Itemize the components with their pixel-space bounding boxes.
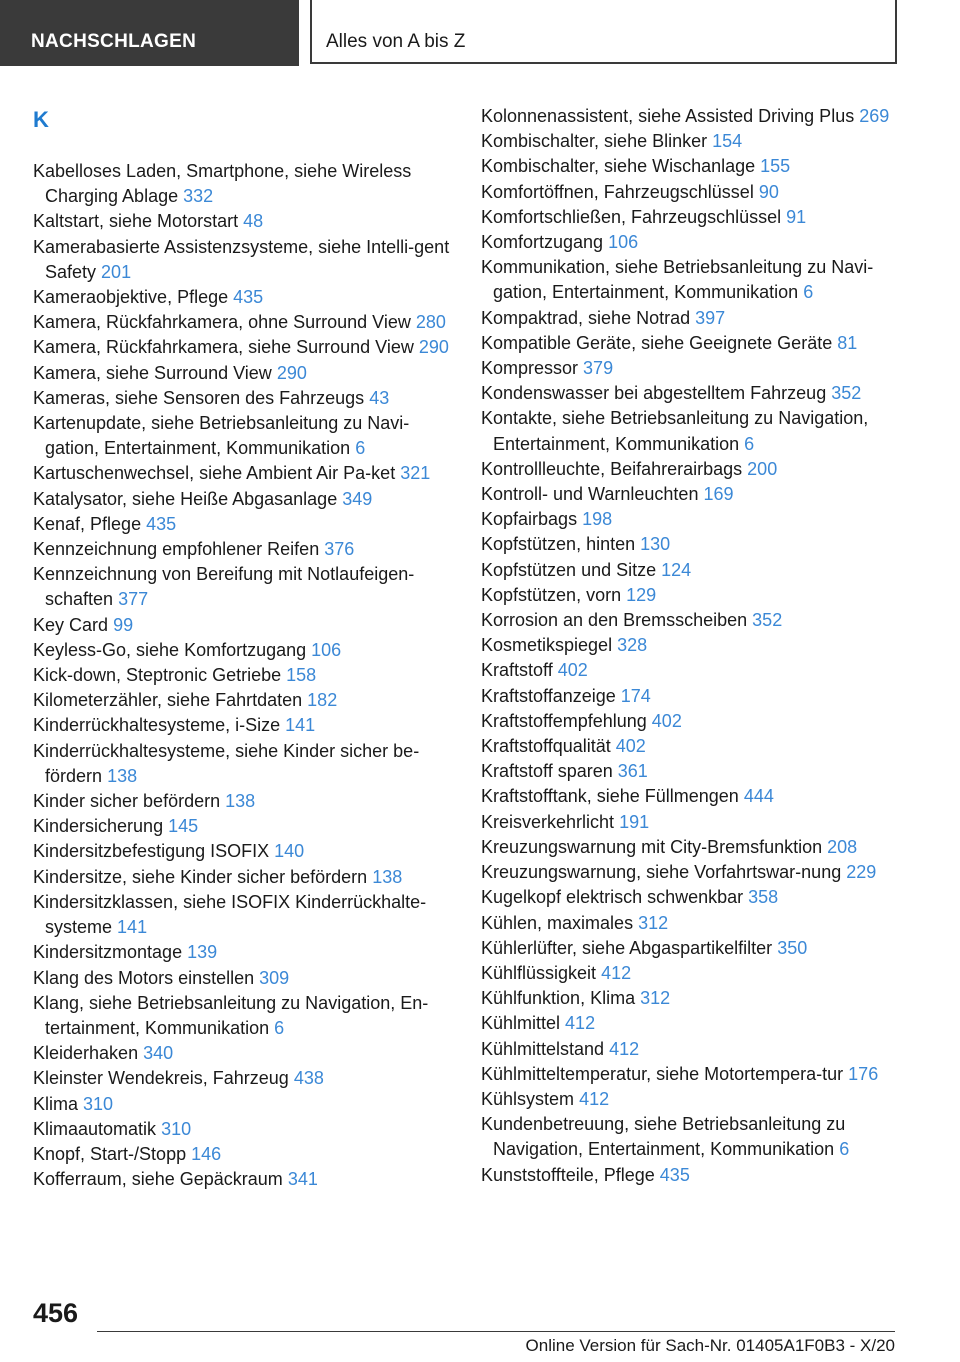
index-entry [481, 104, 911, 129]
index-entry-text: Kühlmittelstand [481, 1038, 605, 1059]
page-reference-link[interactable]: 6 [274, 1017, 285, 1038]
index-entry-text: Korrosion an den Bremsscheiben [481, 610, 748, 631]
index-entry-text: Kühlfunktion, Klima [481, 988, 636, 1009]
index-entry-text: Kompressor [481, 358, 579, 379]
index-entry [33, 209, 463, 234]
index-entry-text: Kommunikation, siehe Betriebsanleitung zu Navi-gation, Entertainment, Kommunikation [481, 257, 874, 303]
index-entry-text: Kinderrückhaltesysteme, i-Size [33, 715, 281, 736]
index-entry-text: Kofferraum, siehe Gepäckraum [33, 1169, 283, 1190]
page-reference-link[interactable]: 6 [839, 1139, 850, 1160]
index-entry-text: Kenaf, Pflege [33, 513, 142, 534]
index-entry [33, 966, 463, 991]
page-reference-link[interactable]: 341 [287, 1169, 318, 1190]
index-entry-text: Kraftstoffempfehlung [481, 710, 647, 731]
index-entry-text: Knopf, Start-/Stopp [33, 1143, 187, 1164]
page-reference-link[interactable]: 402 [557, 660, 588, 681]
page-reference-link[interactable]: 412 [579, 1088, 610, 1109]
index-entry [481, 936, 911, 961]
chapter-title: Alles von A bis Z [310, 0, 897, 64]
page-reference-link[interactable]: 352 [831, 383, 862, 404]
page-reference-link[interactable]: 397 [695, 307, 726, 328]
index-entry-text: Klang des Motors einstellen [33, 967, 255, 988]
page-reference-link[interactable]: 141 [117, 917, 148, 938]
page-reference-link[interactable]: 402 [615, 736, 646, 757]
index-entry [481, 1011, 911, 1036]
index-entry [481, 507, 911, 532]
page-reference-link[interactable]: 229 [846, 862, 877, 883]
index-entry [481, 482, 911, 507]
page-reference-link[interactable]: 350 [777, 937, 808, 958]
page-header [0, 0, 960, 66]
index-entry-text: Kraftstoff [481, 660, 553, 681]
page-reference-link[interactable]: 340 [143, 1043, 174, 1064]
index-entry-text: Kreisverkehrlicht [481, 811, 615, 832]
page-reference-link[interactable]: 310 [161, 1118, 192, 1139]
page-reference-link[interactable]: 309 [259, 967, 290, 988]
index-entry-text: Kamera, Rückfahrkamera, siehe Surround View [33, 337, 414, 358]
index-entry-text: Kilometerzähler, siehe Fahrtdaten [33, 690, 303, 711]
index-entry-text: Kraftstoffanzeige [481, 685, 616, 706]
index-entry-text: Keyless-Go, siehe Komfortzugang [33, 639, 307, 660]
page-reference-link[interactable]: 200 [747, 458, 778, 479]
index-entry [481, 961, 911, 986]
page-reference-link[interactable]: 145 [168, 816, 199, 837]
index-entry-text: Kindersitze, siehe Kinder sicher befördern [33, 866, 368, 887]
index-entry-text: Kühlerlüfter, siehe Abgaspartikelfilter [481, 937, 773, 958]
index-entry [33, 1167, 463, 1192]
index-entry-text: Kühlmittel [481, 1013, 561, 1034]
index-entry [481, 810, 911, 835]
index-entry-text: Kabelloses Laden, Smartphone, siehe Wireless Charging Ablage [33, 161, 412, 207]
index-entry [481, 583, 911, 608]
page-reference-link[interactable]: 91 [786, 206, 807, 227]
index-entry-text: Kaltstart, siehe Motorstart [33, 211, 239, 232]
page-reference-link[interactable]: 140 [274, 841, 305, 862]
index-entry [33, 461, 463, 486]
index-entry-text: Kamera, siehe Surround View [33, 362, 272, 383]
index-entry-text: Kontakte, siehe Betriebsanleitung zu Navigation, Entertainment, Kommunikation [481, 408, 869, 454]
page-reference-link[interactable]: 174 [620, 685, 651, 706]
index-entry-text: Kopfstützen und Sitze [481, 559, 657, 580]
index-entry-text: Kühlen, maximales [481, 912, 634, 933]
index-entry [33, 688, 463, 713]
index-entry-text: Kombischalter, siehe Blinker [481, 131, 708, 152]
section-tab: NACHSCHLAGEN [0, 0, 299, 66]
index-entry [481, 1037, 911, 1062]
page-reference-link[interactable]: 129 [626, 584, 657, 605]
index-entry [481, 911, 911, 936]
page-reference-link[interactable]: 444 [743, 786, 774, 807]
index-entry [33, 814, 463, 839]
page-reference-link[interactable]: 182 [307, 690, 338, 711]
page-reference-link[interactable]: 141 [285, 715, 316, 736]
index-entry-text: Kindersitzbefestigung ISOFIX [33, 841, 270, 862]
index-entry [33, 285, 463, 310]
page-reference-link[interactable]: 290 [276, 362, 307, 383]
index-entry-text: Kundenbetreuung, siehe Betriebsanleitung zu Navigation, Entertainment, Kommunikation [481, 1114, 846, 1160]
index-entry-text: Kraftstoff sparen [481, 761, 613, 782]
page-reference-link[interactable]: 146 [191, 1143, 222, 1164]
index-entry [33, 1142, 463, 1167]
index-entry [33, 487, 463, 512]
index-entry [33, 310, 463, 335]
page-reference-link[interactable]: 138 [107, 765, 138, 786]
index-entry-text: Kondenswasser bei abgestelltem Fahrzeug [481, 383, 827, 404]
page-reference-link[interactable]: 402 [651, 710, 682, 731]
page-reference-link[interactable]: 43 [369, 387, 390, 408]
index-entry-text: Kinder sicher befördern [33, 791, 221, 812]
index-entry [481, 1062, 911, 1087]
index-entry [481, 306, 911, 331]
index-entry [33, 335, 463, 360]
index-entry [481, 784, 911, 809]
page-reference-link[interactable]: 290 [418, 337, 449, 358]
page-reference-link[interactable]: 208 [827, 836, 858, 857]
page-reference-link[interactable]: 412 [601, 962, 632, 983]
page-reference-link[interactable]: 130 [640, 534, 671, 555]
index-entry [481, 1163, 911, 1188]
index-entry [33, 713, 463, 738]
page-reference-link[interactable]: 412 [565, 1013, 596, 1034]
index-entry [481, 532, 911, 557]
index-entry-text: Kopfairbags [481, 509, 578, 530]
page-reference-link[interactable]: 269 [859, 106, 890, 126]
index-entry [481, 835, 911, 860]
index-entry-text: Kompaktrad, siehe Notrad [481, 307, 691, 328]
page-reference-link[interactable]: 435 [659, 1164, 690, 1185]
index-entry [481, 255, 911, 305]
page-reference-link[interactable]: 176 [848, 1063, 879, 1084]
page-reference-link[interactable]: 138 [225, 791, 256, 812]
page-reference-link[interactable]: 155 [760, 156, 791, 177]
page-reference-link[interactable]: 191 [619, 811, 650, 832]
page-reference-link[interactable]: 139 [187, 942, 218, 963]
index-letter-heading: K [33, 107, 49, 132]
index-entry [33, 890, 463, 940]
index-entry-text: Kartenupdate, siehe Betriebsanleitung zu Navi-gation, Entertainment, Kommunikation [33, 413, 410, 459]
page-reference-link[interactable]: 379 [583, 358, 614, 379]
index-entry [481, 734, 911, 759]
index-entry [481, 180, 911, 205]
index-entry [33, 411, 463, 461]
page-reference-link[interactable]: 81 [837, 332, 858, 353]
index-entry [481, 205, 911, 230]
index-entry-text: Katalysator, siehe Heiße Abgasanlage [33, 488, 338, 509]
index-entry-text: Klimaautomatik [33, 1118, 157, 1139]
index-entry-text: Kontrollleuchte, Beifahrerairbags [481, 458, 743, 479]
page-reference-link[interactable]: 158 [286, 665, 317, 686]
index-entry-text: Kraftstofftank, siehe Füllmengen [481, 786, 739, 807]
index-entry-text: Kennzeichnung empfohlener Reifen [33, 539, 320, 560]
index-entry-text: Kindersitzklassen, siehe ISOFIX Kinderrückhalte-systeme [33, 891, 427, 938]
page-reference-link[interactable]: 310 [83, 1093, 114, 1114]
page-reference-link[interactable]: 90 [758, 181, 779, 202]
index-entry [33, 613, 463, 638]
page-reference-link[interactable]: 169 [703, 484, 734, 505]
index-entry-text: Kosmetikspiegel [481, 635, 613, 656]
index-entry [481, 406, 911, 456]
page-reference-link[interactable]: 361 [617, 761, 648, 782]
online-version-note: Online Version für Sach-Nr. 01405A1F0B3 - X/20 [525, 1336, 895, 1355]
page-reference-link[interactable]: 198 [582, 509, 613, 530]
page-reference-link[interactable]: 376 [324, 539, 355, 560]
index-entry [481, 709, 911, 734]
index-entry-text: Komfortöffnen, Fahrzeugschlüssel [481, 181, 754, 202]
index-entry [481, 230, 911, 255]
page-reference-link[interactable]: 124 [661, 559, 692, 580]
page-reference-link[interactable]: 349 [342, 488, 373, 509]
index-entry [33, 865, 463, 890]
page-reference-link[interactable]: 358 [748, 887, 779, 908]
page-reference-link[interactable]: 438 [293, 1068, 324, 1089]
index-entry-text: Kompatible Geräte, siehe Geeignete Geräte [481, 332, 833, 353]
page-reference-link[interactable]: 201 [101, 261, 132, 282]
index-entry [33, 562, 463, 612]
page-reference-link[interactable]: 435 [146, 513, 177, 534]
index-entry-text: Kühlmitteltemperatur, siehe Motortempera-tur [481, 1063, 844, 1084]
page-reference-link[interactable]: 321 [400, 463, 431, 484]
index-entry-text: Key Card [33, 614, 109, 635]
page-reference-link[interactable]: 412 [609, 1038, 640, 1059]
index-entry-text: Kamerabasierte Assistenzsysteme, siehe Intelli-gent Safety [33, 236, 450, 282]
page-reference-link[interactable]: 106 [311, 639, 342, 660]
index-entry [481, 154, 911, 179]
index-entry [33, 638, 463, 663]
page-number: 456 [33, 1298, 79, 1328]
index-entry [481, 885, 911, 910]
index-entry [33, 512, 463, 537]
index-entry-text: Kopfstützen, vorn [481, 584, 622, 605]
index-entry [33, 1066, 463, 1091]
index-entry [481, 759, 911, 784]
index-entry-text: Kick-down, Steptronic Getriebe [33, 665, 282, 686]
page-reference-link[interactable]: 48 [243, 211, 264, 232]
index-entry [33, 1041, 463, 1066]
index-entry [481, 381, 911, 406]
index-entry [481, 860, 911, 885]
index-entry [33, 940, 463, 965]
page-reference-link[interactable]: 6 [355, 438, 366, 459]
page-reference-link[interactable]: 435 [233, 287, 264, 308]
index-entry [33, 361, 463, 386]
index-entry [33, 1092, 463, 1117]
index-entry-text: Kraftstoffqualität [481, 736, 611, 757]
index-entry-text: Kühlsystem [481, 1088, 575, 1109]
index-entry [33, 739, 463, 789]
index-entry-text: Kamera, Rückfahrkamera, ohne Surround View [33, 312, 411, 333]
index-entry [481, 986, 911, 1011]
index-entry [33, 159, 463, 209]
index-entry [33, 386, 463, 411]
index-entry-text: Kontroll- und Warnleuchten [481, 484, 699, 505]
page-reference-link[interactable]: 6 [803, 282, 814, 303]
index-entry-text: Kindersitzmontage [33, 942, 183, 963]
index-entry [481, 331, 911, 356]
page-reference-link[interactable]: 99 [113, 614, 134, 635]
index-entry-text: Kleinster Wendekreis, Fahrzeug [33, 1068, 289, 1089]
page-reference-link[interactable]: 377 [118, 589, 149, 610]
index-entry-text: Kunststoffteile, Pflege [481, 1164, 655, 1185]
index-entry [481, 633, 911, 658]
page-reference-link[interactable]: 328 [617, 635, 648, 656]
index-entry [481, 129, 911, 154]
index-column-right [481, 104, 911, 1188]
index-entry [33, 1117, 463, 1142]
page-reference-link[interactable]: 332 [183, 186, 214, 207]
index-entry-text: Kolonnenassistent, siehe Assisted Driving Plus [481, 106, 855, 126]
index-entry-text: Kartuschenwechsel, siehe Ambient Air Pa-ket [33, 463, 396, 484]
index-entry [481, 1112, 911, 1162]
index-column-left [33, 103, 463, 1192]
index-entry [481, 608, 911, 633]
index-entry-text: Kindersicherung [33, 816, 164, 837]
page-reference-link[interactable]: 138 [372, 866, 403, 887]
index-entry [33, 235, 463, 285]
index-entry-text: Kleiderhaken [33, 1043, 139, 1064]
index-entry [33, 839, 463, 864]
index-entry-text: Kopfstützen, hinten [481, 534, 636, 555]
page-reference-link[interactable]: 352 [752, 610, 783, 631]
page-reference-link[interactable]: 154 [712, 131, 743, 152]
index-entry [481, 356, 911, 381]
index-entry-text: Kühlflüssigkeit [481, 962, 597, 983]
index-entry-text: Kugelkopf elektrisch schwenkbar [481, 887, 744, 908]
index-entry-text: Komfortschließen, Fahrzeugschlüssel [481, 206, 782, 227]
index-entry-text: Kinderrückhaltesysteme, siehe Kinder sicher be-fördern [33, 740, 420, 786]
page-reference-link[interactable]: 6 [744, 433, 755, 454]
index-entry-text: Kombischalter, siehe Wischanlage [481, 156, 756, 177]
index-entry [33, 789, 463, 814]
index-entry [481, 1087, 911, 1112]
page-reference-link[interactable]: 280 [415, 312, 446, 333]
page-reference-link[interactable]: 312 [640, 988, 671, 1009]
index-entry-text: Kennzeichnung von Bereifung mit Notlaufeigen-schaften [33, 564, 415, 610]
index-entry [481, 457, 911, 482]
footer-divider [97, 1331, 895, 1332]
page-reference-link[interactable]: 312 [638, 912, 669, 933]
index-entry-text: Klang, siehe Betriebsanleitung zu Navigation, En-tertainment, Kommunikation [33, 992, 429, 1038]
index-entry [33, 663, 463, 688]
index-entry [481, 684, 911, 709]
index-entry [33, 991, 463, 1041]
index-entry [481, 658, 911, 683]
index-entry-text: Kreuzungswarnung, siehe Vorfahrtswar-nung [481, 862, 842, 883]
index-entry [481, 558, 911, 583]
index-entry-text: Kameraobjektive, Pflege [33, 287, 229, 308]
index-entry [33, 537, 463, 562]
index-entry-text: Kameras, siehe Sensoren des Fahrzeugs [33, 387, 365, 408]
index-entry-text: Komfortzugang [481, 232, 604, 253]
index-entry-text: Klima [33, 1093, 79, 1114]
page-reference-link[interactable]: 106 [608, 232, 639, 253]
index-entry-text: Kreuzungswarnung mit City-Bremsfunktion [481, 836, 823, 857]
